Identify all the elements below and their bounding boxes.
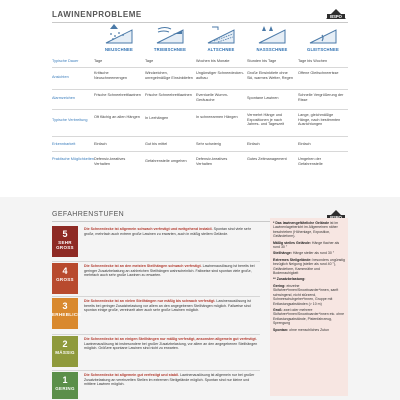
definition-text: zwei oder mehrere Skifahrer*innen/Snowboarder*innen etc. ohne Entlastungsabstände, Pistenfahrzeug, Sprengung	[273, 307, 345, 326]
level-word: ERHEBLICH	[52, 312, 81, 317]
definition-text: einzelne Skifahrer*innen/Snowboarder*innen, sanft schwingend, nicht stürzend, Schneeschuhgeher*innen, Gruppe mit Entlastungsabständen (> 10 m)	[273, 283, 339, 306]
table-cell: Gut bis mittel	[145, 142, 168, 146]
table-cell: Spontane Lawinen	[247, 96, 279, 100]
column-label: NASSSCHNEE	[256, 47, 288, 52]
level-number: 4	[62, 266, 68, 276]
definition-head: Groß:	[273, 307, 283, 312]
table-cell: Gutes Zeitmanagement	[247, 157, 287, 161]
danger-level-1-badge	[52, 372, 78, 399]
table-row	[52, 152, 348, 173]
definition-item	[273, 284, 345, 306]
table-cell: Sehr schwierig	[196, 142, 221, 146]
column-label: NEUSCHNEE	[104, 47, 134, 52]
definition-head: Steilhänge:	[273, 251, 292, 256]
level-number: 3	[62, 301, 68, 311]
divider	[52, 261, 260, 262]
level-number: 2	[62, 339, 68, 349]
row-label: Typische Verbreitung	[52, 118, 88, 122]
divider	[52, 370, 260, 371]
danger-level-1-description	[84, 373, 260, 387]
table-cell: Defensiv-kreatives Verhalten	[196, 157, 228, 166]
danger-level-5-badge	[52, 226, 78, 257]
column-label: GLEITSCHNEE	[307, 47, 339, 52]
table-cell: Tage bis Wochen	[298, 59, 328, 63]
row-label: Alarmzeichen	[52, 96, 76, 100]
table-row	[52, 110, 348, 137]
logo-text: BSPO	[330, 14, 342, 20]
table-cell: Tage	[145, 59, 154, 63]
section-title: GEFAHRENSTUFEN	[52, 211, 125, 218]
level-number: 1	[62, 375, 68, 385]
definition-item	[273, 258, 345, 276]
table-cell: Einfach	[94, 142, 107, 146]
table-cell: Umgehen der Gefahrenstelle	[298, 157, 323, 166]
column-triebschnee	[145, 22, 195, 56]
danger-level-4-badge	[52, 263, 78, 294]
danger-level-3-badge	[52, 298, 81, 329]
definition-item	[273, 328, 345, 332]
table-cell: Eventuelle Wumm-Geräusche	[196, 93, 229, 102]
danger-level-2-description	[84, 337, 260, 351]
table-cell: Offene Gleitschneerisse	[298, 71, 339, 75]
row-label: Typische Dauer	[52, 59, 79, 63]
definition-text: Hänge steiler als rund 30 °	[292, 251, 335, 256]
table-cell: Einfach	[298, 142, 311, 146]
table-cell: Schnelle Vergrößerung der Risse	[298, 93, 344, 102]
avalanche-problems-section	[0, 0, 400, 195]
row-label: Praktische Möglichkeiten	[52, 157, 94, 161]
definition-head: ** Zusatzbelastung:	[273, 277, 306, 282]
table-cell: Stunden bis Tage	[247, 59, 277, 63]
level-word: MÄSSIG	[55, 350, 75, 355]
column-gleitschnee	[298, 22, 348, 56]
definitions-sidebar	[270, 218, 348, 396]
wet-snow-slope-icon	[257, 24, 287, 44]
definition-item	[273, 277, 345, 281]
definition-head: Extremes Steilgelände:	[273, 257, 312, 262]
level-word: SEHR GROSS	[56, 240, 74, 250]
avalanche-problems-table	[52, 55, 348, 173]
table-cell: Wochen bis Monate	[196, 59, 230, 63]
column-neuschnee	[94, 22, 144, 56]
table-cell: In schneearmen Hängen	[196, 115, 238, 119]
level-number: 5	[62, 229, 68, 239]
level-word: GROSS	[56, 277, 74, 282]
level-lead: Die Schneedecke ist allgemein schwach verfestigt und weitgehend instabil.	[84, 227, 213, 231]
definition-text: Hänge flacher als rund 30 °	[273, 240, 340, 250]
column-altschnee	[196, 22, 246, 56]
row-label: Ansichten	[52, 75, 69, 79]
problem-columns-header	[94, 22, 348, 50]
definition-item	[273, 241, 345, 250]
level-lead: Die Schneedecke ist allgemein gut verfestigt und stabil.	[84, 373, 180, 377]
table-cell: Frische Schneebrettlawinen	[145, 93, 192, 97]
level-lead: Die Schneedecke ist an einigen Steilhängen nur mäßig verfestigt, ansonsten allgemein gut verfestigt.	[84, 337, 257, 341]
table-row	[52, 90, 348, 110]
danger-level-4-description	[84, 264, 260, 278]
column-label: ALTSCHNEE	[207, 47, 235, 52]
danger-level-3-description	[84, 299, 260, 313]
glide-snow-slope-icon	[308, 24, 338, 44]
divider	[52, 334, 260, 335]
section-title: LAWINENPROBLEME	[52, 10, 142, 19]
definition-head: Spontan:	[273, 327, 289, 332]
level-text: Lawinenauslösung ist insbesondere bei großer Zusatzbelastung, vor allem an den angegebenen Steilhängen möglich. Größere spontane Lawinen sind nicht zu erwarten.	[84, 341, 258, 351]
level-lead: Die Schneedecke ist an den meisten Steilhängen schwach verfestigt.	[84, 264, 202, 268]
definition-head: * Das lawinengefährliche Gelände	[273, 221, 330, 225]
definition-text: ohne menschliches Zutun	[289, 327, 330, 332]
danger-levels-section	[0, 197, 400, 400]
definition-item	[273, 308, 345, 326]
table-row	[52, 137, 348, 152]
table-cell: Tage	[94, 59, 103, 63]
table-cell: Oft flächig an allen Hängen	[94, 115, 140, 119]
danger-level-2-badge	[52, 336, 78, 367]
table-cell: Kritische Neuschneemengen	[94, 71, 127, 80]
table-row	[52, 68, 348, 90]
column-label: TRIEBSCHNEE	[153, 47, 187, 52]
danger-level-5-description	[84, 227, 260, 236]
level-text: Lawinenauslösung ist bereits bei geringer Zusatzbelastung vor allem an den angegebenen Steilhängen möglich. Fallweise sind spontan einige große, vereinzelt aber auch sehr große Lawinen möglich.	[84, 299, 251, 313]
table-cell: Große Einsinktiefe ohne Ski, warmes Wetter, Regen	[247, 71, 293, 80]
table-cell: In Leehängen	[145, 116, 169, 120]
table-cell: Lange, gleichmäßige Hänge, nach bestimmten Ausrichtungen	[298, 113, 341, 127]
table-cell: Frische Schneebrettlawinen	[94, 93, 141, 97]
table-row	[52, 55, 348, 68]
table-cell: Ungünstiger Schneedecken-aufbau	[196, 71, 244, 80]
bspo-logo	[324, 7, 348, 21]
avalanche-problems-header	[52, 9, 348, 23]
level-text: Spontan sind viele sehr große, mehrfach auch extrem große Lawinen zu erwarten, auch in mäßig steilem Gelände.	[84, 227, 251, 236]
table-cell: Vermehrt Hänge und Expositionen je nach Jahres- und Tageszeit	[247, 113, 285, 127]
definition-item	[273, 251, 345, 255]
column-nassschnee	[247, 22, 297, 56]
level-text: Lawinenauslösung ist bereits bei geringer Zusatzbelastung an zahlreichen Steilhängen wahrscheinlich. Fallweise sind spontan viele große, mehrfach auch sehr große Lawinen zu erwarten.	[84, 264, 255, 278]
persistent-layer-slope-icon	[206, 24, 236, 44]
snowfall-slope-icon	[104, 24, 134, 44]
definition-text: ist im Lawinenlagebericht im Allgemeinen näher beschrieben (Höhenlage, Exposition, Geländeform).	[273, 221, 339, 239]
table-cell: Einfach	[247, 142, 260, 146]
level-text: Lawinenauslösung ist allgemein nur bei großer Zusatzbelastung an vereinzelten Stellen im extremen Steilgelände möglich. Spontan sind nur kleine und mittlere Lawinen möglich.	[84, 373, 255, 387]
row-label: Erkennbarkeit	[52, 142, 76, 146]
table-cell: Defensiv-kreatives Verhalten	[94, 157, 126, 166]
level-lead: Die Schneedecke ist an vielen Steilhängen nur mäßig bis schwach verfestigt.	[84, 299, 216, 303]
definition-head: Mäßig steiles Gelände:	[273, 240, 311, 245]
definition-head: Gering:	[273, 283, 286, 288]
wind-drift-slope-icon	[155, 24, 185, 44]
table-cell: Windzeichen, unregelmäßige Einsinktiefen	[145, 71, 193, 80]
definition-text: besonders ungünstig bezüglich Neigung (steiler als rund 40 °), Geländeform, Kammnähe und Bodenrauhigkeit	[273, 257, 345, 276]
level-word: GERING	[55, 386, 75, 391]
definition-item	[273, 221, 345, 239]
divider	[52, 296, 260, 297]
table-cell: Gefahrenstelle umgehen	[145, 159, 187, 163]
